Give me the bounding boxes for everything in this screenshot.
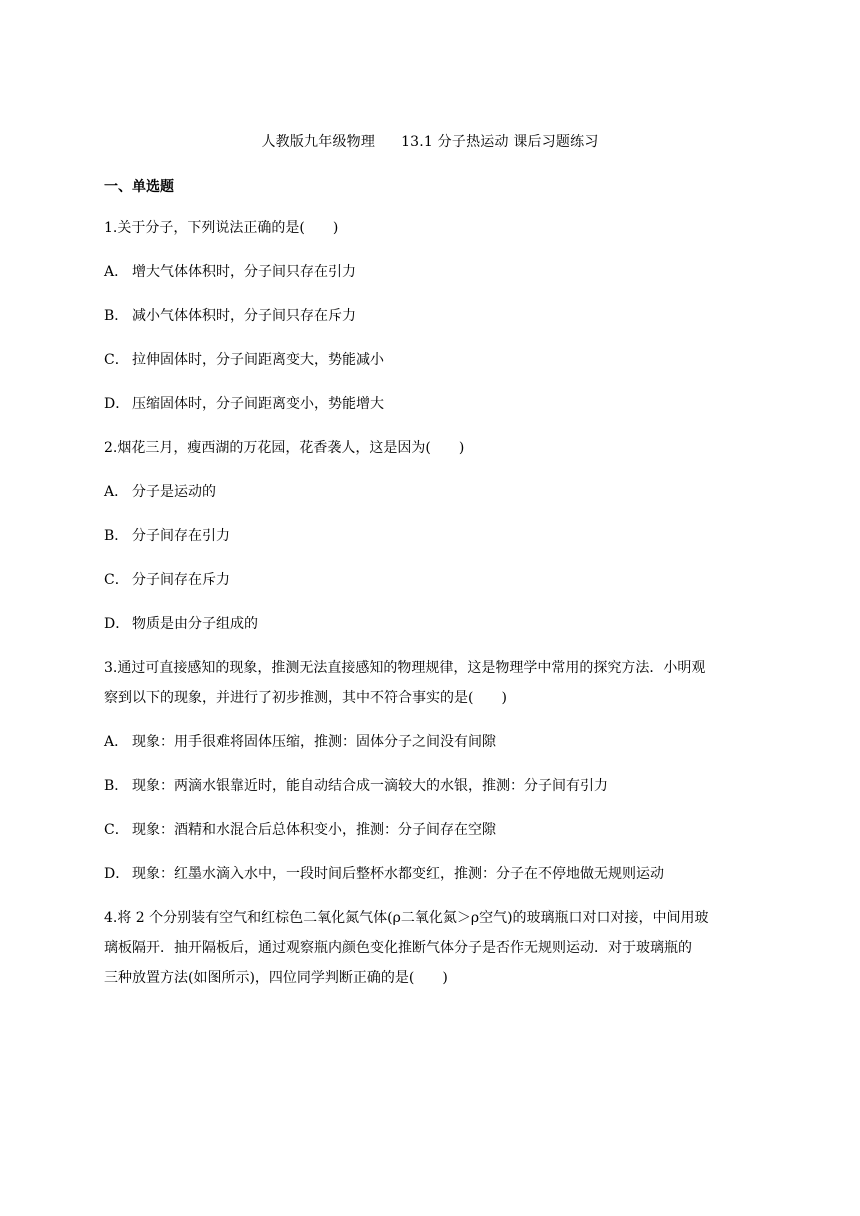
document-title (0, 131, 860, 151)
option-text: 分子间存在引力 (132, 528, 230, 544)
question-1-option-c (104, 350, 764, 370)
question-1-stem: 1.关于分子，下列说法正确的是( ) (104, 220, 339, 236)
option-text: 分子间存在斥力 (132, 572, 230, 588)
question-3-option-c (104, 820, 764, 840)
question-3-stem-line-2: 察到以下的现象，并进行了初步推测，其中不符合事实的是( ) (104, 690, 507, 706)
option-text: 现象：酒精和水混合后总体积变小，推测：分子间存在空隙 (132, 822, 496, 838)
option-text: 拉伸固体时，分子间距离变大，势能减小 (132, 352, 384, 368)
question-4-stem-line-1: 4.将 2 个分别装有空气和红棕色二氧化氮气体(ρ二氧化氮＞ρ空气)的玻璃瓶口对口对接，中间用玻 (104, 910, 709, 926)
option-text: 现象：红墨水滴入水中，一段时间后整杯水都变红，推测：分子在不停地做无规则运动 (132, 866, 664, 882)
option-letter: B． (104, 528, 129, 544)
option-letter: B． (104, 778, 129, 794)
option-text: 减小气体体积时，分子间只存在斥力 (132, 308, 356, 324)
title-subject: 人教版九年级物理 (261, 134, 376, 150)
question-4-stem-line-3: 三种放置方法(如图所示)，四位同学判断正确的是( ) (104, 970, 448, 986)
question-1-option-d (104, 394, 764, 414)
option-letter: C． (104, 822, 129, 838)
question-2-option-a (104, 482, 764, 502)
option-letter: C． (104, 572, 129, 588)
option-letter: C． (104, 352, 129, 368)
question-2-option-b (104, 526, 764, 546)
question-3-option-a (104, 732, 764, 752)
question-1-option-b (104, 306, 764, 326)
option-letter: A． (104, 264, 129, 280)
option-text: 分子是运动的 (132, 484, 216, 500)
question-3-option-b (104, 776, 764, 796)
option-text: 物质是由分子组成的 (132, 616, 258, 632)
option-text: 现象：两滴水银靠近时，能自动结合成一滴较大的水银，推测：分子间有引力 (132, 778, 608, 794)
option-letter: A． (104, 734, 129, 750)
question-2-stem: 2.烟花三月，瘦西湖的万花园，花香袭人，这是因为( ) (104, 440, 465, 456)
option-letter: A． (104, 484, 129, 500)
question-3-stem-line-1: 3.通过可直接感知的现象，推测无法直接感知的物理规律，这是物理学中常用的探究方法．小明观 (104, 660, 706, 676)
section-heading: 一、单选题 (104, 179, 174, 195)
option-text: 增大气体体积时，分子间只存在引力 (132, 264, 356, 280)
option-text: 现象：用手很难将固体压缩，推测：固体分子之间没有间隙 (132, 734, 496, 750)
option-text: 压缩固体时，分子间距离变小，势能增大 (132, 396, 384, 412)
question-1-option-a (104, 262, 764, 282)
question-3-option-d (104, 864, 764, 884)
question-4-stem-line-2: 璃板隔开．抽开隔板后，通过观察瓶内颜色变化推断气体分子是否作无规则运动．对于玻璃瓶的 (104, 940, 692, 956)
option-letter: D． (104, 866, 130, 882)
question-2-option-c (104, 570, 764, 590)
title-lesson: 13.1 分子热运动 课后习题练习 (401, 134, 599, 150)
question-2-option-d (104, 614, 764, 634)
option-letter: D． (104, 616, 130, 632)
option-letter: B． (104, 308, 129, 324)
option-letter: D． (104, 396, 130, 412)
